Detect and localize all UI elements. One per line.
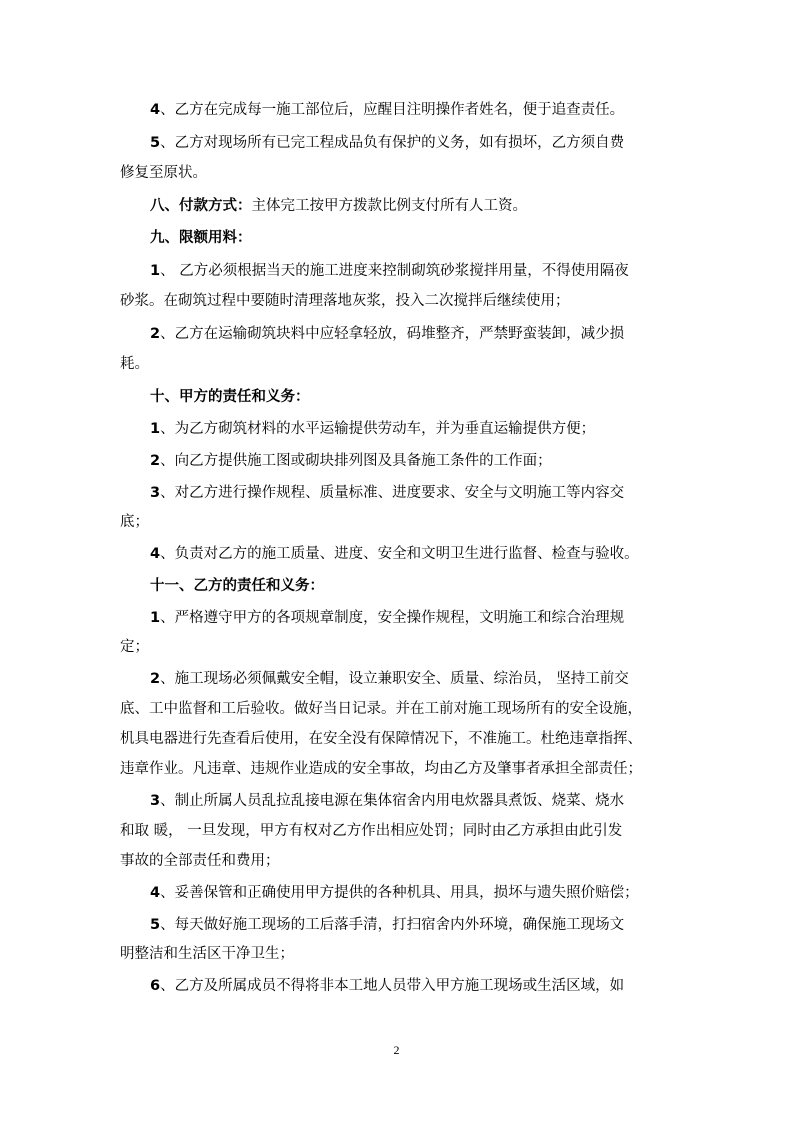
paragraph-line: [150, 324, 793, 344]
paragraph-line: [120, 699, 793, 719]
section-heading: 八、付款方式：: [150, 198, 252, 214]
paragraph-line: [120, 291, 793, 311]
item-number: 1: [150, 610, 161, 626]
paragraph-line: [150, 100, 793, 120]
line-text: 事故的全部责任和费用；: [120, 853, 280, 869]
item-number: 1: [150, 263, 161, 279]
line-text: 砂浆。在砌筑过程中要随时清理落地灰浆，投入二次搅拌后继续使用；: [120, 293, 570, 309]
line-text: 底、工中监督和工后验收。做好当日记录。并在工前对施工现场所有的安全设施，: [120, 701, 642, 717]
section-heading-party-a: [150, 387, 793, 407]
item-number: 4: [150, 546, 161, 562]
paragraph-line: [120, 944, 793, 964]
paragraph-line: [150, 261, 793, 281]
section-heading-party-b: [150, 576, 793, 596]
paragraph-line: [150, 976, 793, 996]
item-number: 4: [150, 102, 161, 118]
paragraph-line: [150, 669, 793, 689]
paragraph-line: [150, 791, 793, 811]
page-number: 2: [393, 1043, 400, 1057]
line-text: 、制止所属人员乱拉乱接电源在集体宿舍内用电炊器具煮饭、烧菜、烧水: [160, 793, 625, 809]
line-text: 定；: [120, 639, 149, 655]
item-number: 5: [150, 135, 161, 151]
paragraph-line: [120, 851, 793, 871]
line-text: 、妥善保管和正确使用甲方提供的各种机具、用具，损坏与遗失照价赔偿；: [160, 885, 639, 901]
paragraph-line: [120, 821, 793, 841]
item-number: 2: [150, 326, 161, 342]
section-heading: 九、限额用料：: [150, 230, 252, 246]
line-text: 修复至原状。: [120, 165, 207, 181]
line-text: 、为乙方砌筑材料的水平运输提供劳动车，并为垂直运输提供方便；: [160, 421, 596, 437]
item-number: 2: [150, 453, 161, 469]
section-heading: 十一、乙方的责任和义务：: [150, 578, 324, 594]
line-text: 、向乙方提供施工图或砌块排列图及具备施工条件的工作面；: [160, 453, 552, 469]
item-number: 6: [150, 978, 161, 994]
item-number: 3: [150, 793, 161, 809]
section-heading-material: [150, 228, 793, 248]
line-text: 、每天做好施工现场的工后落手清，打扫宿舍内外环境，确保施工现场文: [160, 917, 625, 933]
line-text: 、对乙方进行操作规程、质量标准、进度要求、安全与文明施工等内容交: [160, 485, 625, 501]
section-heading: 十、甲方的责任和义务：: [150, 389, 310, 405]
paragraph-line: [150, 608, 793, 628]
line-text: 底；: [120, 514, 149, 530]
item-number: 3: [150, 485, 161, 501]
paragraph-line: [150, 483, 793, 503]
paragraph-line: [150, 451, 793, 471]
item-number: 1: [150, 421, 161, 437]
line-text: 、乙方及所属成员不得将非本工地人员带入甲方施工现场或生活区域，如: [160, 978, 625, 994]
line-text: 、乙方对现场所有已完工程成品负有保护的义务，如有损坏，乙方须自费: [160, 135, 625, 151]
paragraph-line: [150, 915, 793, 935]
item-number: 5: [150, 917, 161, 933]
line-text: 机具电器进行先查看后使用，在安全没有保障情况下，不准施工。杜绝违章指挥、: [120, 731, 642, 747]
line-text: 、严格遵守甲方的各项规章制度，安全操作规程，文明施工和综合治理规: [160, 610, 625, 626]
line-text: 、乙方在完成每一施工部位后，应醒目注明操作者姓名，便于追查责任。: [160, 102, 625, 118]
item-number: 2: [150, 671, 161, 687]
paragraph-line: [150, 419, 793, 439]
paragraph-line: [120, 729, 793, 749]
line-text: 耗。: [120, 356, 149, 372]
paragraph-line: [120, 163, 793, 183]
line-text: 和取 暖， 一旦发现，甲方有权对乙方作出相应处罚；同时由乙方承担由此引发: [120, 823, 623, 839]
item-number: 4: [150, 885, 161, 901]
paragraph-line: [150, 544, 793, 564]
line-text: 主体完工按甲方拨款比例支付所有人工资。: [251, 198, 527, 214]
paragraph-line: [120, 354, 793, 374]
section-heading-payment: [150, 196, 793, 216]
paragraph-line: [120, 759, 793, 779]
paragraph-line: [120, 512, 793, 532]
line-text: 、负责对乙方的施工质量、进度、安全和文明卫生进行监督、检查与验收。: [160, 546, 639, 562]
line-text: 、施工现场必须佩戴安全帽，设立兼职安全、质量、综治员， 坚持工前交: [160, 671, 629, 687]
paragraph-line: [150, 133, 793, 153]
line-text: 明整洁和生活区干净卫生；: [120, 946, 294, 962]
line-text: 、 乙方必须根据当天的施工进度来控制砌筑砂浆搅拌用量，不得使用隔夜: [160, 263, 629, 279]
paragraph-line: [120, 637, 793, 657]
paragraph-line: [150, 883, 793, 903]
line-text: 、乙方在运输砌筑块料中应轻拿轻放，码堆整齐，严禁野蛮装卸，减少损: [160, 326, 625, 342]
line-text: 违章作业。凡违章、违规作业造成的安全事故，均由乙方及肇事者承担全部责任；: [120, 761, 642, 777]
